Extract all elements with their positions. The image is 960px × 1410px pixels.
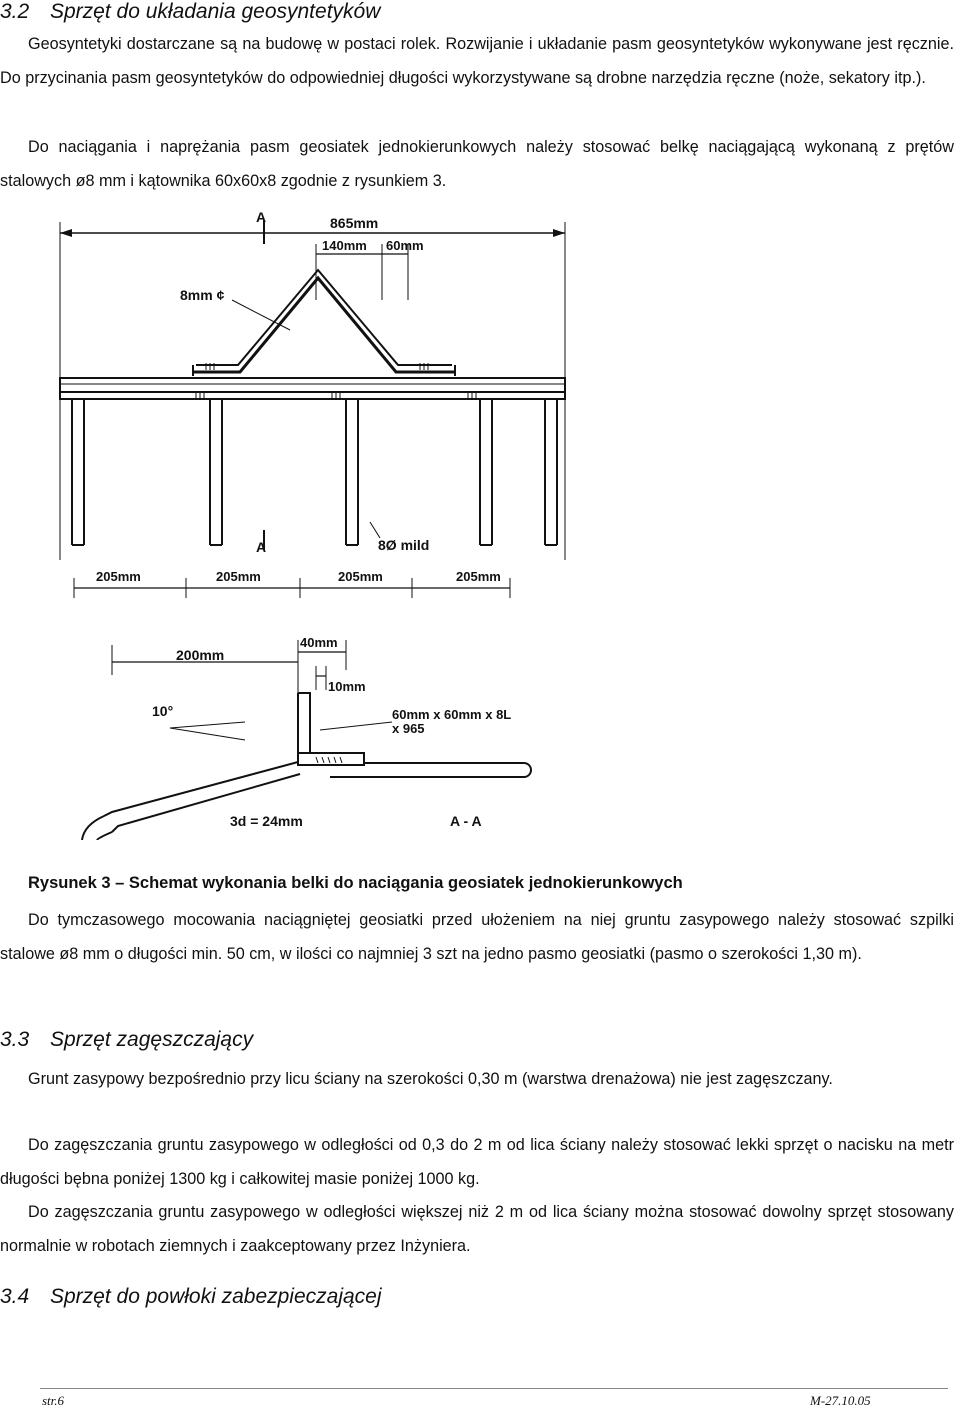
section-number: 3.4	[0, 1285, 30, 1308]
section-number: 3.3	[0, 1028, 30, 1051]
paragraph-drainage-layer: Grunt zasypowy bezpośrednio przy licu ściany na szerokości 0,30 m (warstwa drenażowa) nie jest zagęszczany.	[28, 1070, 833, 1088]
dim-200-label: 200mm	[176, 647, 225, 663]
angle-label: 10°	[152, 703, 174, 719]
section-title: Sprzęt do powłoki zabezpieczającej	[50, 1285, 382, 1308]
section-mark-bottom: A	[256, 539, 267, 555]
section-a-a-drawing	[82, 640, 531, 840]
section-heading-3-3	[0, 1028, 253, 1052]
footer-spec-code: M-27.10.05	[810, 1393, 871, 1408]
paragraph-any-equipment: Do zagęszczania gruntu zasypowego w odległości większej niż 2 m od lica ściany można stosować dowolny sprzęt stosowany normalnie w robotach ziemnych i zaakceptowany przez Inżyniera.	[0, 1203, 954, 1255]
profile-label-line2: x 965	[392, 721, 425, 736]
figure-tensioning-beam	[0, 200, 960, 840]
paragraph-light-compaction: Do zagęszczania gruntu zasypowego w odległości od 0,3 do 2 m od lica ściany należy stosować lekki sprzęt o nacisku na metr długości bębna poniżej 1300 kg i całkowitej masie poniżej 1000 kg.	[0, 1136, 954, 1188]
section-title: Sprzęt zagęszczający	[50, 1028, 254, 1051]
spacing-label-1: 205mm	[96, 569, 141, 584]
paragraph-geosynthetics-delivery: Geosyntetyki dostarczane są na budowę w postaci rolek. Rozwijanie i układanie pasm geosyntetyków wykonywane jest ręcznie. Do przycinania pasm geosyntetyków do odpowiedniej długości wykorzystywane są drobne narzędzia ręczne (noże, sekatory itp.).	[0, 35, 954, 87]
paragraph-temporary-pins: Do tymczasowego mocowania naciągniętej geosiatki przed ułożeniem na niej gruntu zasypowego należy stosować szpilki stalowe ø8 mm o długości min. 50 cm, w ilości co najmniej 3 szt na jedno pasmo geosiatki (pasmo o szerokości 1,30 m).	[0, 911, 954, 963]
spacing-label-2: 205mm	[216, 569, 261, 584]
dim-140-label: 140mm	[322, 238, 367, 253]
section-heading-3-4	[0, 1285, 382, 1309]
dim-10-label: 10mm	[328, 679, 366, 694]
dim-overall-label: 865mm	[330, 215, 379, 231]
section-number: 3.2	[0, 0, 30, 23]
footer-divider	[40, 1388, 948, 1389]
beam-top-view	[60, 220, 565, 598]
bar-diameter-label: 8mm ¢	[180, 287, 225, 303]
section-aa-label: A - A	[450, 813, 482, 829]
section-heading-3-2	[0, 0, 380, 24]
hook-label: 3d = 24mm	[230, 813, 303, 829]
profile-label-line1: 60mm x 60mm x 8L	[392, 707, 512, 722]
figure-caption: Rysunek 3 – Schemat wykonania belki do naciągania geosiatek jednokierunkowych	[28, 874, 683, 892]
section-mark-top: A	[256, 209, 267, 225]
spacing-label-4: 205mm	[456, 569, 501, 584]
footer-page-number: str.6	[42, 1393, 65, 1408]
paragraph-tensioning-beam: Do naciągania i naprężania pasm geosiatek jednokierunkowych należy stosować belkę naciągającą wykonaną z prętów stalowych ø8 mm i kątownika 60x60x8 zgodnie z rysunkiem 3.	[0, 138, 954, 190]
dim-60-label: 60mm	[386, 238, 424, 253]
dim-40-label: 40mm	[300, 635, 338, 650]
spacing-label-3: 205mm	[338, 569, 383, 584]
section-title: Sprzęt do układania geosyntetyków	[50, 0, 381, 23]
bar-note-label: 8Ø mild	[378, 537, 430, 553]
